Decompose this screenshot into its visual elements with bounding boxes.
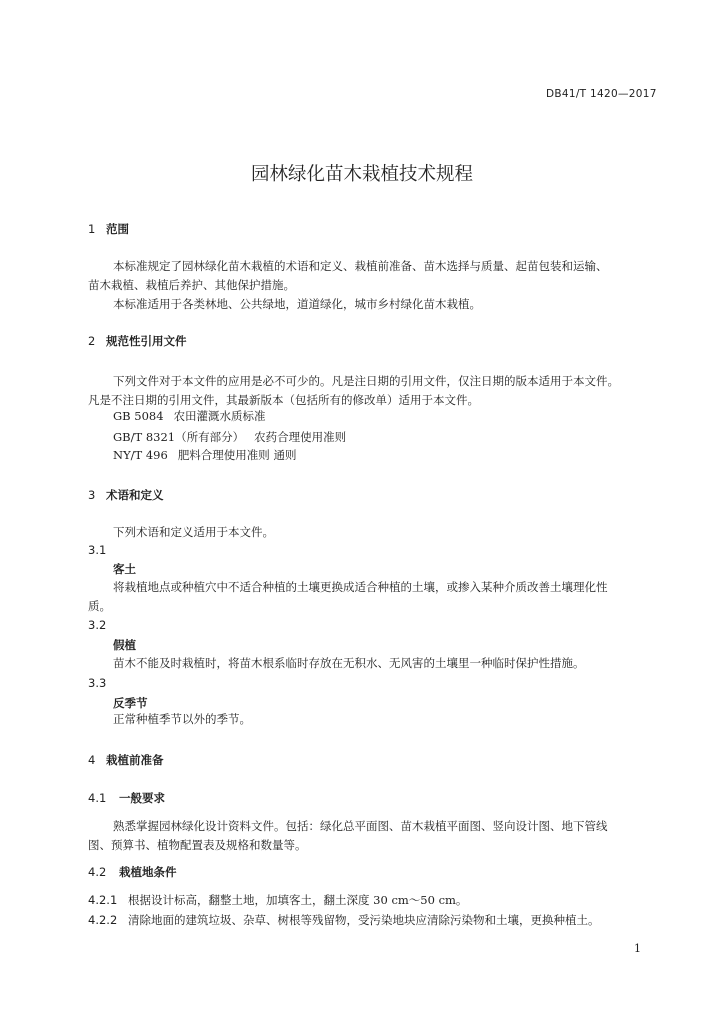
clause-text: 清除地面的建筑垃圾、杂草、树根等残留物，受污染地块应清除污染物和土壤，更换种植土。 — [128, 913, 600, 927]
section-4-heading — [88, 752, 164, 768]
section-number: 4 — [88, 753, 96, 767]
page-number: 1 — [634, 942, 641, 955]
subsection-number: 4.1 — [88, 791, 107, 805]
term-definition-line: 将栽植地点或种植穴中不适合种植的土壤更换成适合种植的土壤，或掺入某种介质改善土壤理化性 — [113, 580, 608, 594]
section-title: 术语和定义 — [106, 488, 164, 502]
section-1-paragraph-line: 苗木栽植、栽植后养护、其他保护措施。 — [88, 278, 295, 292]
clause-text: 根据设计标高，翻整土地，加填客土，翻土深度 30 cm～50 cm。 — [128, 893, 468, 907]
subsection-number: 4.2 — [88, 865, 107, 879]
normative-reference — [113, 429, 346, 445]
term-name: 假植 — [113, 638, 136, 652]
clause-4-2-1 — [88, 892, 467, 908]
clause-number: 4.2.2 — [88, 913, 118, 927]
subsection-4-1-paragraph-line: 熟悉掌握园林绿化设计资料文件。包括：绿化总平面图、苗木栽植平面图、竖向设计图、地下管线 — [113, 819, 608, 833]
section-2-paragraph-line: 凡是不注日期的引用文件，其最新版本（包括所有的修改单）适用于本文件。 — [88, 393, 479, 407]
section-title: 范围 — [106, 222, 129, 236]
subsection-4-1-heading — [88, 790, 165, 806]
section-3-heading — [88, 487, 164, 503]
section-2-paragraph-line: 下列文件对于本文件的应用是必不可少的。凡是注日期的引用文件，仅注日期的版本适用于本文件。 — [113, 374, 619, 388]
term-definition-line: 质。 — [88, 599, 111, 613]
term-number: 3.3 — [88, 676, 107, 690]
section-title: 栽植前准备 — [106, 753, 164, 767]
section-1-paragraph: 本标准适用于各类林地、公共绿地，道道绿化，城市乡村绿化苗木栽植。 — [113, 297, 481, 311]
section-number: 2 — [88, 334, 96, 348]
section-3-intro: 下列术语和定义适用于本文件。 — [113, 525, 274, 539]
document-title: 园林绿化苗木栽植技术规程 — [250, 164, 473, 185]
term-name: 反季节 — [113, 696, 148, 710]
reference-code: GB/T 8321（所有部分） — [113, 430, 245, 444]
reference-name: 农药合理使用准则 — [254, 430, 347, 444]
section-2-heading — [88, 333, 187, 349]
term-definition: 正常种植季节以外的季节。 — [113, 712, 251, 726]
section-number: 1 — [88, 222, 96, 236]
section-1-heading — [88, 221, 129, 237]
term-name: 客土 — [113, 562, 136, 576]
reference-code: GB 5084 — [113, 409, 164, 423]
subsection-4-1-paragraph-line: 图、预算书、植物配置表及规格和数量等。 — [88, 838, 307, 852]
standard-number: DB41/T 1420—2017 — [546, 88, 657, 100]
clause-number: 4.2.1 — [88, 893, 118, 907]
reference-name: 肥料合理使用准则 通则 — [177, 448, 297, 462]
clause-4-2-2 — [88, 912, 600, 928]
normative-reference — [113, 408, 266, 424]
term-number: 3.2 — [88, 618, 107, 632]
reference-name: 农田灌溉水质标准 — [173, 409, 266, 423]
term-number: 3.1 — [88, 543, 107, 557]
subsection-title: 一般要求 — [119, 791, 165, 805]
section-number: 3 — [88, 488, 96, 502]
subsection-4-2-heading — [88, 864, 177, 880]
term-definition: 苗木不能及时栽植时，将苗木根系临时存放在无积水、无风害的土壤里一种临时保护性措施。 — [113, 656, 585, 670]
section-title: 规范性引用文件 — [106, 334, 187, 348]
normative-reference — [113, 447, 296, 463]
section-1-paragraph-line: 本标准规定了园林绿化苗木栽植的术语和定义、栽植前准备、苗木选择与质量、起苗包装和运输、 — [113, 259, 608, 273]
subsection-title: 栽植地条件 — [119, 865, 177, 879]
reference-code: NY/T 496 — [113, 448, 168, 462]
